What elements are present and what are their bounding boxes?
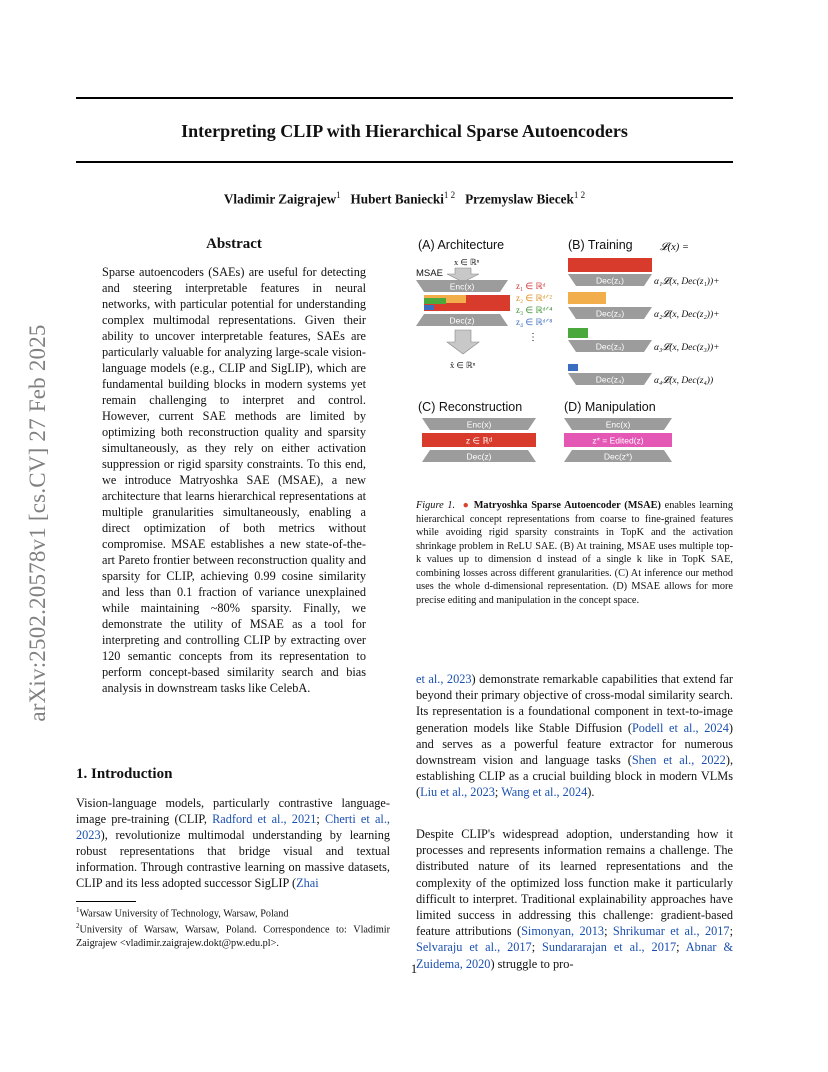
author-name: Vladimir Zaigrajew bbox=[223, 191, 337, 207]
citation-link[interactable]: Abnar & Zuidema, 2020 bbox=[416, 940, 734, 971]
encoder-label: Enc(x) bbox=[449, 281, 475, 292]
training-latent-z2 bbox=[568, 292, 606, 304]
abstract-heading: Abstract bbox=[206, 236, 262, 252]
page-number: 1 bbox=[410, 962, 418, 976]
author-name: Hubert Baniecki bbox=[350, 191, 444, 207]
matryoshka-icon: ● bbox=[462, 500, 470, 511]
footnote-marker: 1 bbox=[76, 906, 80, 914]
latent-z3 bbox=[424, 298, 446, 304]
right-column-paragraph bbox=[416, 671, 733, 801]
panel-b-label: (B) Training bbox=[568, 238, 633, 252]
loss-term: α₁𝓛(x, Dec(z₁))+ bbox=[654, 277, 720, 287]
decoder-label: Dec(z) bbox=[466, 451, 492, 462]
citation-link[interactable]: Wang et al., 2024 bbox=[501, 785, 588, 800]
body-text: ). bbox=[587, 785, 595, 800]
output-arrow bbox=[447, 330, 479, 354]
citation-link[interactable]: Selvaraju et al., 2017 bbox=[416, 940, 532, 955]
body-text: ; bbox=[316, 812, 325, 826]
caption-text: enables learning hierarchical concept representations from coarse to fine-grained features while avoiding rigid sparsity constraints in TopK and the activation shrinkage problem in ReLU SAE. (B) At training, MSAE uses multiple top-k values up to dimension d instead of a single k like in TopK SAE, combining losses across different granularities. (C) At inference our method uses the whole d-dimensional representation. (D) MSAE allows for more precise editing and manipulation in the concept space. bbox=[416, 500, 733, 606]
abstract-text: Sparse autoencoders (SAEs) are useful for detecting and steering interpretable features in neural networks, with particular potential for understanding complex multimodal representations. Given their ability to uncover interpretable features, SAEs are particularly valuable for analyzing large-scale vision-language models (e.g., CLIP and SigLIP), which are fundamental building blocks in modern systems yet remain challenging to interpret and control. However, current SAE methods are limited by optimizing both reconstruction quality and sparsity simultaneously, as they rely on either activation suppression or rigid sparsity constraints. To this end, we introduce Matryoshka SAE (MSAE), a new architecture that learns hierarchical representations at multiple granularities simultaneously, enabling a direct optimization of both metrics without compromise. MSAE establishes a new state-of-the-art Pareto frontier between reconstruction quality and sparsity for CLIP, achieving 0.99 cosine similarity and less than 0.1 fraction of variance unexplained while maintaining ~80% sparsity. Finally, we demonstrate the utility of MSAE as a tool for interpreting and controlling CLIP by extracting over 120 semantic concepts from its representation to perform concept-based similarity search and bias analysis in downstream tasks like CelebA. bbox=[102, 265, 366, 695]
ellipsis: ⋮ bbox=[528, 332, 538, 343]
citation-link[interactable]: Sundararajan et al., 2017 bbox=[542, 940, 677, 955]
title-bottom-rule bbox=[76, 161, 733, 163]
loss-term: α₃𝓛(x, Dec(z₃))+ bbox=[654, 343, 720, 353]
decoder-label: Dec(z₃) bbox=[595, 341, 625, 352]
body-text: Despite CLIP's widespread adoption, understanding how it processes and represents information remains a challenge. The distributed nature of its learned representations and the complexity of the optimized loss function make it particularly difficult to interpret. Traditional explainability approaches have limited success in addressing this challenge: gradient-based feature attributions ( bbox=[416, 827, 733, 939]
caption-bold: Matryoshka Sparse Autoencoder (MSAE) bbox=[473, 500, 661, 511]
citation-link[interactable]: Cherti et al., 2023 bbox=[76, 812, 390, 842]
body-text: ) demonstrate remarkable capabilities that extend far beyond their primary objective of cross-modal similarity search. Its representation is a foundational component in text-to-image generation models like Stable Diffusion ( bbox=[416, 672, 733, 735]
loss-term: α₄𝓛(x, Dec(z₄)) bbox=[654, 376, 714, 386]
loss-heading: 𝓛(x) = bbox=[660, 242, 689, 253]
training-latent-z1 bbox=[568, 258, 652, 272]
author-affiliation: 1 2 bbox=[443, 190, 456, 200]
author-list bbox=[76, 190, 733, 207]
title-top-rule bbox=[76, 97, 733, 99]
latent-label: z₁ ∈ ℝᵈ bbox=[516, 281, 546, 291]
citation-link[interactable]: Simonyan, 2013 bbox=[521, 924, 605, 939]
arxiv-identifier: arXiv:2502.20578v1 [cs.CV] 27 Feb 2025 bbox=[25, 324, 50, 722]
encoder-label: Enc(x) bbox=[466, 419, 492, 430]
panel-d-label: (D) Manipulation bbox=[564, 400, 656, 414]
figure-caption bbox=[416, 499, 733, 607]
affiliation-footnote bbox=[76, 904, 390, 950]
body-text: ), revolutionize multimodal understanding by learning robust representations that bridge visual and textual information. Through contrastive learning on massive datasets, CLIP and its less adopted successor SigLIP ( bbox=[76, 828, 390, 890]
citation-link[interactable]: et al., 2023 bbox=[416, 672, 472, 686]
msae-label: MSAE bbox=[416, 268, 443, 279]
paper-title: Interpreting CLIP with Hierarchical Sparse Autoencoders bbox=[181, 121, 628, 141]
panel-a-label: (A) Architecture bbox=[418, 238, 505, 252]
latent-label: z₂ ∈ ℝᵈᐟ² bbox=[516, 293, 552, 303]
decoder-label: Dec(z₄) bbox=[595, 374, 625, 385]
citation-link[interactable]: Radford et al., 2021 bbox=[212, 812, 317, 826]
training-latent-z4 bbox=[568, 364, 578, 371]
latent-label: z₄ ∈ ℝᵈᐟ⁸ bbox=[516, 317, 553, 327]
body-text: ; bbox=[729, 924, 733, 939]
body-text: ) struggle to pro- bbox=[490, 956, 574, 971]
footnote-text: Warsaw University of Technology, Warsaw, Poland bbox=[79, 908, 289, 920]
citation-link[interactable]: Shrikumar et al., 2017 bbox=[612, 924, 730, 939]
latent-label: z₃ ∈ ℝᵈᐟ⁴ bbox=[516, 305, 553, 315]
footnote-marker: 2 bbox=[76, 922, 80, 931]
body-text: ), establishing CLIP as a crucial building block in modern VLMs ( bbox=[416, 753, 734, 800]
decoder-label: Dec(z*) bbox=[603, 451, 633, 462]
output-label: x̂ ∈ ℝⁿ bbox=[450, 360, 476, 370]
citation-link[interactable]: Shen et al., 2022 bbox=[631, 753, 726, 768]
right-column-paragraph bbox=[416, 826, 733, 972]
footnote-text: University of Warsaw, Warsaw, Poland. Correspondence to: Vladimir Zaigrajew <vladimir.zaigrajew.dokt@pw.edu.pl>. bbox=[76, 924, 390, 949]
body-text: ; bbox=[604, 924, 613, 939]
author-affiliation: 1 bbox=[336, 190, 341, 200]
encoder-label: Enc(x) bbox=[605, 419, 631, 430]
figure-label: Figure 1. bbox=[416, 500, 456, 511]
citation-link[interactable]: Liu et al., 2023 bbox=[420, 785, 495, 800]
body-text: ; bbox=[531, 940, 543, 955]
figure-1-diagram bbox=[410, 234, 740, 494]
body-text: Vision-language models, particularly contrastive language-image pre-training (CLIP, bbox=[76, 796, 390, 826]
author-affiliation: 1 2 bbox=[573, 190, 586, 200]
section-heading: 1. Introduction bbox=[76, 766, 173, 782]
body-text: ; bbox=[676, 940, 686, 955]
decoder-label: Dec(z₁) bbox=[596, 275, 624, 286]
input-arrow bbox=[447, 268, 479, 282]
latent-z4 bbox=[424, 305, 434, 310]
latent-label: z ∈ ℝᵈ bbox=[465, 435, 493, 446]
body-text: ) and serves as a powerful feature extractor for numerous downstream vision and language tasks ( bbox=[416, 720, 733, 768]
citation-link[interactable]: Zhai bbox=[296, 876, 319, 890]
training-latent-z3 bbox=[568, 328, 588, 338]
author-name: Przemyslaw Biecek bbox=[465, 191, 574, 207]
panel-c-label: (C) Reconstruction bbox=[418, 400, 523, 414]
input-label: x ∈ ℝⁿ bbox=[454, 257, 480, 267]
footnote-rule bbox=[76, 901, 136, 902]
decoder-label: Dec(z) bbox=[449, 315, 475, 326]
decoder-label: Dec(z₂) bbox=[595, 308, 625, 319]
citation-link[interactable]: Podell et al., 2024 bbox=[631, 720, 729, 735]
intro-paragraph bbox=[76, 795, 390, 891]
latent-label: z* = Edited(z) bbox=[592, 435, 644, 446]
loss-term: α₂𝓛(x, Dec(z₂))+ bbox=[654, 310, 720, 320]
body-text: ; bbox=[494, 785, 502, 800]
